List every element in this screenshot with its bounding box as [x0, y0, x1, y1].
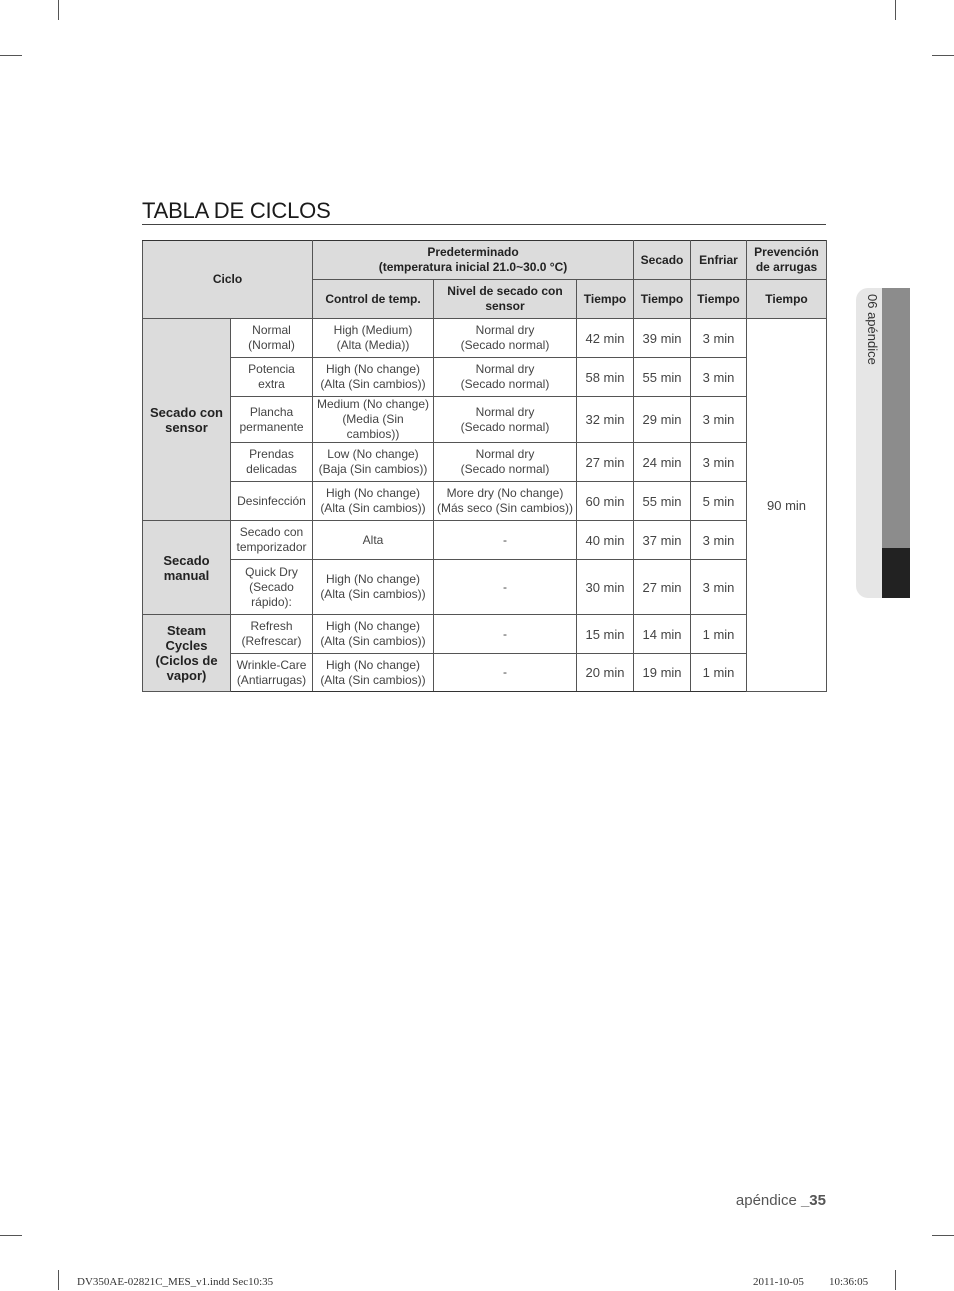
- dry-line: Normal dry: [475, 362, 535, 376]
- time-total: 32 min: [577, 397, 634, 443]
- cycle-name: [231, 615, 313, 654]
- cycle-name: [231, 560, 313, 615]
- dry-line: Normal dry: [475, 447, 535, 461]
- header-ciclo: Ciclo: [143, 241, 313, 319]
- time-secado: 37 min: [634, 521, 691, 560]
- group-secado-sensor: Secado con sensor: [143, 319, 231, 521]
- dry-level: [434, 560, 577, 615]
- print-time: 10:36:05: [829, 1276, 869, 1288]
- header-prevencion-label: Prevención: [754, 245, 819, 259]
- cycle-name: [231, 482, 313, 521]
- crop-mark: [0, 55, 22, 56]
- dry-line: (Secado normal): [460, 338, 550, 352]
- cycle-name: [231, 443, 313, 482]
- time-total: 27 min: [577, 443, 634, 482]
- chapter-tab-label: 06 apéndice: [865, 294, 880, 365]
- header-tiempo: Tiempo: [634, 280, 691, 319]
- cycle-name-line: Normal: [252, 323, 291, 337]
- dry-line: (Secado normal): [460, 462, 550, 476]
- cycle-name-line: (Refrescar): [241, 634, 302, 648]
- temp-line: (Media (Sin cambios)): [342, 412, 404, 441]
- page-number: _35: [800, 1192, 826, 1209]
- header-tiempo: Tiempo: [747, 280, 827, 319]
- crop-mark: [932, 55, 954, 56]
- temp-line: High (No change): [325, 362, 421, 376]
- temp-line: (Baja (Sin cambios)): [318, 462, 428, 476]
- dry-line: (Secado normal): [460, 377, 550, 391]
- temp-line: Medium (No change): [316, 397, 430, 411]
- temp-control: [313, 358, 434, 397]
- header-predeterminado-sub: (temperatura inicial 21.0~30.0 °C): [378, 260, 568, 274]
- header-nivel-secado: Nivel de secado con sensor: [434, 280, 577, 319]
- time-total: 30 min: [577, 560, 634, 615]
- cycle-name: [231, 358, 313, 397]
- temp-line: High (No change): [325, 657, 421, 672]
- time-secado: 29 min: [634, 397, 691, 443]
- table-row: [143, 654, 827, 692]
- group-steam-cycles: Steam Cycles (Ciclos de vapor): [143, 615, 231, 692]
- temp-control: [313, 560, 434, 615]
- header-control-temp: Control de temp.: [313, 280, 434, 319]
- header-row: [143, 241, 827, 280]
- time-total: 15 min: [577, 615, 634, 654]
- cycle-table: [142, 240, 827, 692]
- dry-level: [434, 482, 577, 521]
- cycle-name-line: (Secado: [249, 579, 294, 594]
- cycle-name-line: Prendas: [249, 447, 294, 461]
- cycle-name-line: Secado con: [239, 525, 304, 539]
- table-row: [143, 397, 827, 443]
- page-footer: [736, 1192, 826, 1209]
- cycle-name-line: Quick Dry: [245, 564, 298, 579]
- time-secado: 14 min: [634, 615, 691, 654]
- temp-line: (Alta (Sin cambios)): [320, 634, 426, 648]
- time-total: 58 min: [577, 358, 634, 397]
- crop-mark: [58, 1270, 59, 1290]
- cycle-name-line: Refresh: [250, 619, 293, 633]
- time-enfriar: 3 min: [691, 358, 747, 397]
- table-row: [143, 482, 827, 521]
- temp-control: [313, 397, 434, 443]
- dry-level: [434, 358, 577, 397]
- dry-line: (Más seco (Sin cambios)): [436, 501, 574, 515]
- group-secado-manual: Secado manual: [143, 521, 231, 615]
- crop-mark: [58, 0, 59, 20]
- temp-line: High (Medium): [333, 323, 413, 337]
- cycle-name-line: permanente: [239, 419, 304, 434]
- dry-level: [434, 615, 577, 654]
- dry-line: More dry (No change): [446, 486, 564, 500]
- crop-mark: [0, 1235, 22, 1236]
- dry-level: [434, 397, 577, 443]
- header-tiempo: Tiempo: [691, 280, 747, 319]
- header-predeterminado-label: Predeterminado: [427, 245, 519, 259]
- cycle-name: [231, 654, 313, 692]
- temp-line: Low (No change): [327, 447, 419, 461]
- cycle-name-line: Desinfección: [237, 493, 306, 508]
- dry-line: (Secado normal): [460, 419, 550, 434]
- header-predeterminado: [313, 241, 634, 280]
- table-row: [143, 521, 827, 560]
- cycle-name-line: rápido):: [251, 594, 292, 609]
- temp-line: (Alta (Sin cambios)): [320, 377, 426, 391]
- dry-line: Normal dry: [475, 404, 535, 419]
- time-enfriar: 3 min: [691, 319, 747, 358]
- time-secado: 27 min: [634, 560, 691, 615]
- table-row: [143, 319, 827, 358]
- chapter-tab-marker: [882, 548, 910, 598]
- cycle-name: [231, 319, 313, 358]
- table-row: [143, 560, 827, 615]
- dry-line: -: [503, 626, 507, 641]
- temp-line: (Alta (Sin cambios)): [320, 587, 426, 601]
- cycle-name: [231, 521, 313, 560]
- dry-level: [434, 654, 577, 692]
- time-enfriar: 3 min: [691, 443, 747, 482]
- time-total: 40 min: [577, 521, 634, 560]
- dry-line: -: [503, 579, 507, 594]
- temp-control: [313, 482, 434, 521]
- temp-control: [313, 319, 434, 358]
- time-total: 60 min: [577, 482, 634, 521]
- header-prevencion-sub: de arrugas: [755, 260, 818, 274]
- time-secado: 24 min: [634, 443, 691, 482]
- temp-line: Alta: [362, 532, 384, 547]
- temp-control: [313, 615, 434, 654]
- cycle-name-line: Plancha: [249, 404, 294, 419]
- chapter-tab-bar: [882, 288, 910, 548]
- time-secado: 19 min: [634, 654, 691, 692]
- time-enfriar: 1 min: [691, 615, 747, 654]
- time-total: 42 min: [577, 319, 634, 358]
- cycle-name-line: Potencia: [248, 362, 295, 376]
- temp-line: High (No change): [325, 619, 421, 633]
- temp-line: (Alta (Media)): [336, 338, 410, 352]
- time-enfriar: 3 min: [691, 560, 747, 615]
- temp-control: [313, 521, 434, 560]
- header-enfriar: Enfriar: [691, 241, 747, 280]
- time-enfriar: 5 min: [691, 482, 747, 521]
- dry-level: [434, 521, 577, 560]
- header-prevencion: [747, 241, 827, 280]
- crop-mark: [895, 0, 896, 20]
- time-total: 20 min: [577, 654, 634, 692]
- time-secado: 39 min: [634, 319, 691, 358]
- page-title: TABLA DE CICLOS: [142, 198, 331, 223]
- time-secado: 55 min: [634, 482, 691, 521]
- temp-line: High (No change): [325, 572, 421, 586]
- crop-mark: [895, 1270, 896, 1290]
- header-secado: Secado: [634, 241, 691, 280]
- cycle-name-line: (Normal): [248, 338, 295, 352]
- header-tiempo: Tiempo: [577, 280, 634, 319]
- temp-control: [313, 443, 434, 482]
- chapter-tab: [856, 288, 910, 598]
- time-enfriar: 3 min: [691, 521, 747, 560]
- time-enfriar: 1 min: [691, 654, 747, 692]
- temp-line: High (No change): [325, 486, 421, 500]
- cycle-name-line: (Antiarrugas): [236, 672, 307, 687]
- dry-line: -: [503, 665, 507, 679]
- title-divider: [142, 224, 826, 225]
- dry-level: [434, 319, 577, 358]
- time-enfriar: 3 min: [691, 397, 747, 443]
- cycle-name: [231, 397, 313, 443]
- temp-control: [313, 654, 434, 692]
- cycle-name-line: delicadas: [246, 462, 297, 476]
- table-row: [143, 358, 827, 397]
- temp-line: (Alta (Sin cambios)): [320, 672, 426, 687]
- cycle-name-line: extra: [258, 377, 285, 391]
- footer-section: apéndice: [735, 1192, 797, 1209]
- print-file-info: DV350AE-02821C_MES_v1.indd Sec10:35: [77, 1276, 274, 1288]
- dry-line: -: [503, 532, 507, 547]
- time-prevencion: 90 min: [747, 319, 827, 692]
- cycle-name-line: Wrinkle-Care: [236, 657, 307, 672]
- crop-mark: [932, 1235, 954, 1236]
- cycle-name-line: temporizador: [236, 540, 307, 554]
- dry-level: [434, 443, 577, 482]
- temp-line: (Alta (Sin cambios)): [320, 501, 426, 515]
- dry-line: Normal dry: [475, 323, 535, 337]
- print-date: 2011-10-05: [753, 1276, 804, 1288]
- table-row: [143, 443, 827, 482]
- time-secado: 55 min: [634, 358, 691, 397]
- table-row: [143, 615, 827, 654]
